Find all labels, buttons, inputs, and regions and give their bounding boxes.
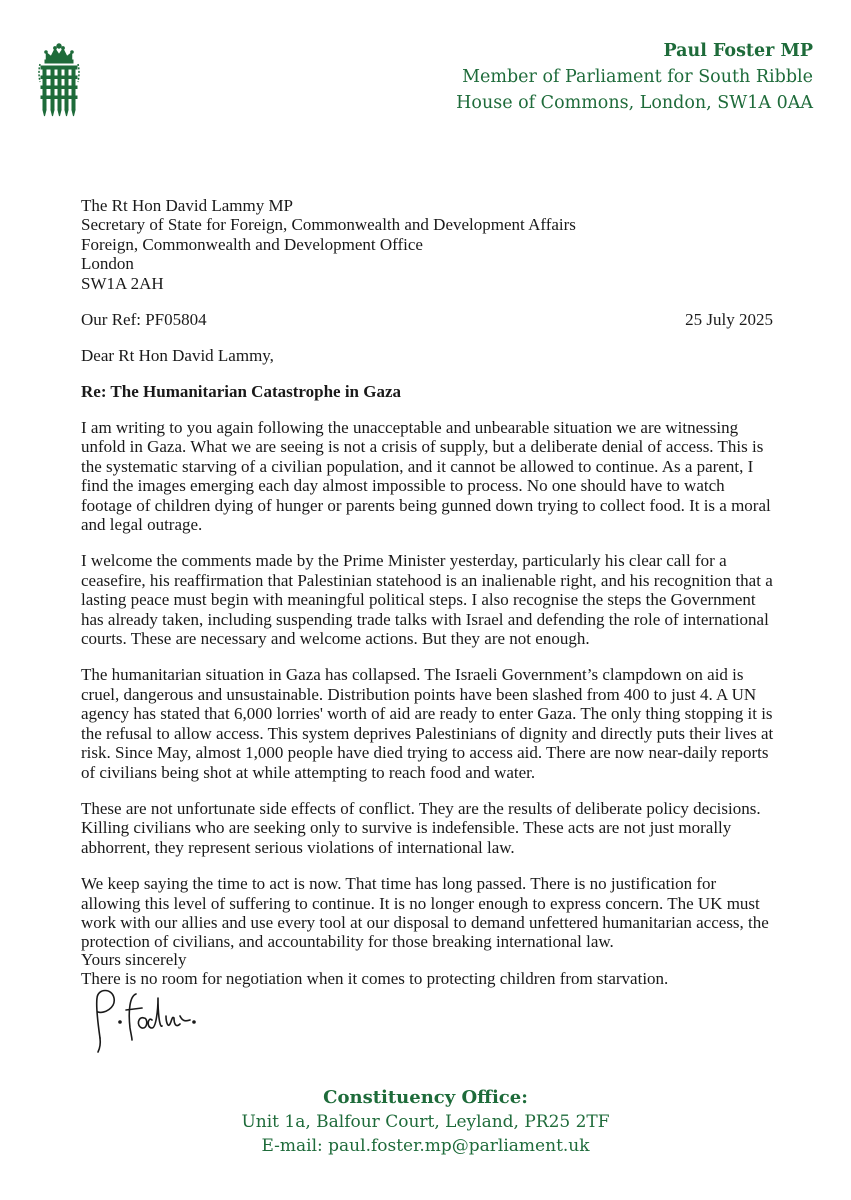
salutation: Dear Rt Hon David Lammy, bbox=[81, 346, 274, 365]
reference-number: Our Ref: PF05804 bbox=[81, 310, 207, 329]
subject-line: Re: The Humanitarian Catastrophe in Gaza bbox=[81, 382, 402, 401]
letterhead bbox=[456, 38, 813, 116]
recipient-line: Secretary of State for Foreign, Commonwealth and Development Affairs bbox=[81, 215, 576, 235]
office-email[interactable]: E-mail: paul.foster.mp@parliament.uk bbox=[261, 1136, 590, 1156]
office-address: Unit 1a, Balfour Court, Leyland, PR25 2TF bbox=[241, 1112, 610, 1132]
closing: Yours sincerely bbox=[81, 950, 187, 969]
portcullis-icon bbox=[36, 42, 82, 118]
office-title: Constituency Office: bbox=[323, 1087, 528, 1108]
recipient-line: London bbox=[81, 254, 134, 274]
mp-role: Member of Parliament for South Ribble bbox=[462, 67, 813, 87]
recipient-line: SW1A 2AH bbox=[81, 273, 164, 293]
letter-date: 25 July 2025 bbox=[685, 310, 773, 329]
letter-body bbox=[81, 418, 775, 1005]
body-paragraph: I am writing to you again following the unacceptable and unbearable situation we are witnessing unfold in Gaza. What we are seeing is not a crisis of supply, but a deliberate denial of access. This is the systematic starving of a civilian population, and it cannot be allowed to continue. As a parent, I find the images emerging each day almost impossible to process. No one should have to watch footage of children dying of hunger or parents being gunned down trying to collect food. It is a moral and legal outrage. bbox=[81, 418, 771, 535]
recipient-line: Foreign, Commonwealth and Development Office bbox=[81, 234, 423, 254]
body-paragraph: We keep saying the time to act is now. That time has long passed. There is no justification for allowing this level of suffering to continue. It is no longer enough to express concern. The UK must work with our allies and use every tool at our disposal to demand unfettered humanitarian access, the protection of civilians, and accountability for those breaking international law. bbox=[81, 874, 769, 952]
recipient-address bbox=[81, 196, 576, 293]
body-paragraph: These are not unfortunate side effects of conflict. They are the results of deliberate policy decisions. Killing civilians who are seeking only to survive is indefensible. These acts are not just morally abhorrent, they represent serious violations of international law. bbox=[81, 798, 761, 857]
mp-address: House of Commons, London, SW1A 0AA bbox=[456, 93, 813, 113]
mp-name: Paul Foster MP bbox=[663, 41, 813, 61]
body-paragraph: The humanitarian situation in Gaza has collapsed. The Israeli Government’s clampdown on aid is cruel, dangerous and unsustainable. Distribution points have been slashed from 400 to just 4. A UN agency has stated that 6,000 lorries' worth of aid are ready to enter Gaza. The only thing stopping it is the refusal to allow access. This system deprives Palestinians of dignity and directly puts their lives at risk. Since May, almost 1,000 people have died trying to access aid. There are now near-daily reports of civilians being shot at while attempting to reach food and water. bbox=[81, 665, 774, 782]
body-paragraph: I welcome the comments made by the Prime Minister yesterday, particularly his clear call for a ceasefire, his reaffirmation that Palestinian statehood is an inalienable right, and his recognition that a lasting peace must begin with meaningful political steps. I also recognise the steps the Government has already taken, including suspending trade talks with Israel and defending the role of international courts. These are necessary and welcome actions. But they are not enough. bbox=[81, 551, 773, 649]
body-paragraph: There is no room for negotiation when it comes to protecting children from starvation. bbox=[81, 968, 669, 988]
signature bbox=[88, 976, 206, 1056]
constituency-footer bbox=[0, 1086, 851, 1158]
recipient-line: The Rt Hon David Lammy MP bbox=[81, 196, 294, 215]
reference-line bbox=[81, 310, 773, 330]
